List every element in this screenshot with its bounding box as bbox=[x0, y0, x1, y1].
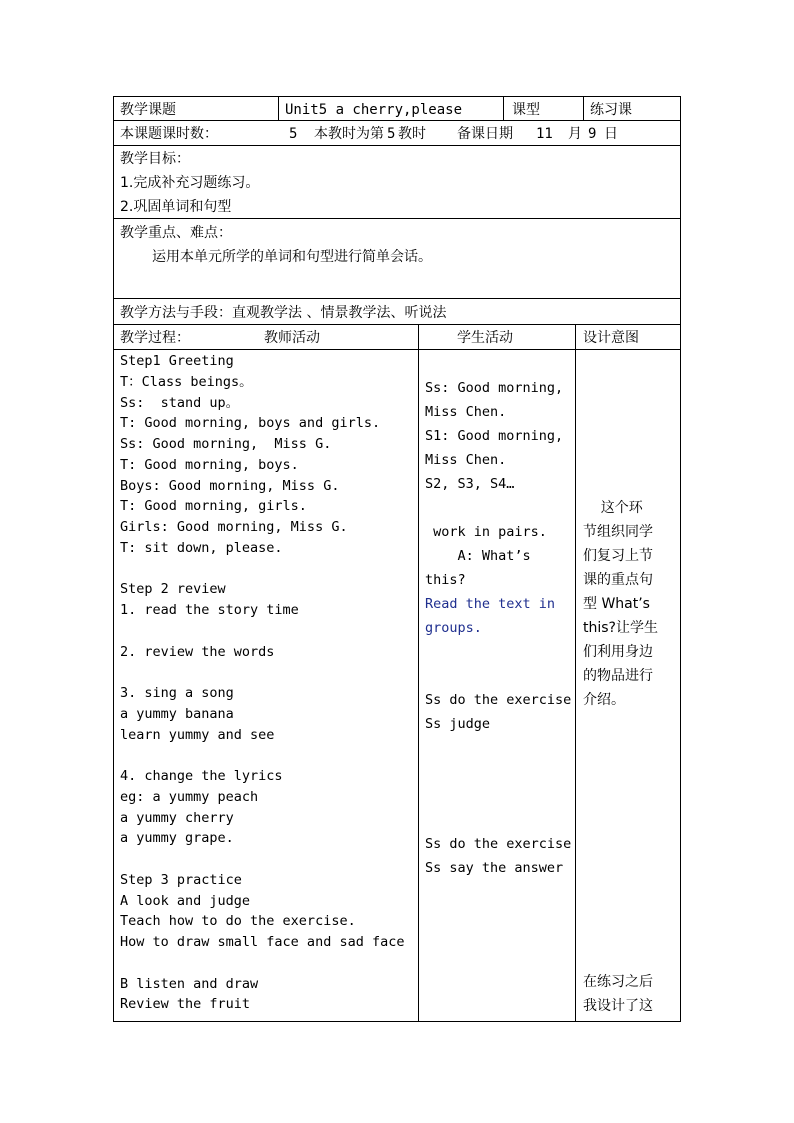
student-line: work in pairs. bbox=[425, 524, 547, 540]
teacher-line: Step1 Greeting bbox=[120, 353, 234, 369]
student-line: S2, S3, S4… bbox=[425, 476, 515, 492]
teacher-line: T：Class beings。 bbox=[120, 373, 253, 390]
student-line: Ss judge bbox=[425, 716, 491, 732]
student-line: this? bbox=[425, 572, 466, 588]
design-line: 们利用身边 bbox=[583, 644, 653, 660]
teacher-line: How to draw small face and sad face bbox=[120, 934, 405, 950]
student-line: Miss Chen. bbox=[425, 404, 507, 420]
design-line: 课的重点句 bbox=[583, 572, 653, 588]
topic-label-cell bbox=[114, 97, 278, 120]
key-points-title: 教学重点、难点： bbox=[120, 225, 232, 241]
design-line: this?让学生 bbox=[583, 620, 658, 636]
teacher-line: B listen and draw bbox=[120, 975, 259, 992]
current-period-label: 本教时为第 bbox=[314, 126, 384, 142]
student-read-block bbox=[425, 592, 555, 640]
teacher-line: a yummy cherry bbox=[120, 809, 234, 826]
teacher-activity-cell bbox=[114, 350, 418, 1021]
prep-day-label: 日 bbox=[604, 126, 618, 142]
teacher-line: a yummy grape. bbox=[120, 830, 234, 847]
teacher-line bbox=[120, 953, 404, 974]
teacher-line: Boys: Good morning, Miss G. bbox=[120, 477, 340, 494]
process-body-row bbox=[114, 350, 680, 1021]
student-greeting-block bbox=[425, 376, 563, 496]
design-line: 我设计了这 bbox=[583, 998, 653, 1014]
objective-item: 1.完成补充习题练习。 bbox=[120, 175, 260, 191]
student-line: A: What’s bbox=[425, 548, 531, 564]
hours-count: 5 bbox=[289, 126, 298, 142]
type-value: 练习课 bbox=[590, 102, 632, 118]
teacher-line bbox=[120, 745, 404, 766]
type-value-cell bbox=[583, 97, 680, 120]
student-line: Read the text in bbox=[425, 596, 556, 612]
prep-month: 11 bbox=[536, 126, 553, 142]
current-period-unit: 教时 bbox=[398, 126, 426, 142]
student-exercise-block-2 bbox=[425, 832, 571, 880]
teacher-line: A look and judge bbox=[120, 892, 251, 909]
teacher-line: Ss: stand up。 bbox=[120, 394, 240, 411]
teacher-line: Step 2 review bbox=[120, 581, 226, 598]
teacher-line: eg: a yummy peach bbox=[120, 788, 259, 805]
current-period-number: 5 bbox=[387, 126, 396, 142]
teacher-line: 1. read the story time bbox=[120, 602, 299, 618]
process-header-row bbox=[114, 325, 680, 350]
student-activity-header: 学生活动 bbox=[457, 330, 513, 346]
teacher-activity-header: 教师活动 bbox=[264, 330, 320, 346]
design-intent-block-2 bbox=[583, 970, 653, 1018]
teacher-line: a yummy banana bbox=[120, 705, 234, 722]
objectives-row bbox=[114, 146, 680, 219]
type-label-cell bbox=[503, 97, 583, 120]
prep-month-label: 月 bbox=[568, 126, 582, 142]
teacher-line bbox=[120, 621, 404, 642]
teacher-line: T: Good morning, boys and girls. bbox=[120, 415, 381, 432]
student-pairs-block bbox=[425, 520, 547, 592]
design-line: 节组织同学 bbox=[583, 524, 653, 540]
methods-text: 教学方法与手段：直观教学法 、情景教学法、听说法 bbox=[120, 305, 447, 321]
design-intent-cell bbox=[575, 350, 680, 1021]
prep-day: 9 bbox=[588, 126, 597, 142]
teacher-line: Ss: Good morning, Miss G. bbox=[120, 436, 332, 452]
hours-label: 本课题课时数： bbox=[120, 126, 218, 142]
design-line: 介绍。 bbox=[583, 692, 625, 708]
design-line: 的物品进行 bbox=[583, 668, 653, 684]
teacher-line: T: sit down, please. bbox=[120, 539, 283, 556]
key-points-row bbox=[114, 219, 680, 299]
topic-value-cell bbox=[278, 97, 503, 120]
student-line: groups. bbox=[425, 620, 482, 636]
design-line: 在练习之后 bbox=[583, 974, 653, 990]
topic-row bbox=[114, 97, 680, 121]
student-header-cell bbox=[418, 325, 575, 349]
student-line: Miss Chen. bbox=[425, 452, 507, 468]
teacher-line bbox=[120, 559, 404, 580]
teacher-activity-lines bbox=[120, 351, 404, 1015]
lesson-plan-table bbox=[113, 96, 681, 1022]
topic-label: 教学课题 bbox=[120, 102, 176, 118]
student-line: Ss say the answer bbox=[425, 860, 564, 876]
design-line: 型 What’s bbox=[583, 596, 650, 612]
teacher-line bbox=[120, 662, 404, 683]
teacher-line: Step 3 practice bbox=[120, 871, 242, 888]
process-label: 教学过程： bbox=[120, 330, 190, 346]
design-intent-header: 设计意图 bbox=[583, 330, 639, 346]
teacher-line: Teach how to do the exercise. bbox=[120, 913, 356, 930]
objective-item: 2.巩固单词和句型 bbox=[120, 199, 232, 215]
teacher-line: T: Good morning, boys. bbox=[120, 456, 299, 473]
student-line: Ss do the exercise bbox=[425, 836, 572, 852]
teacher-header-cell bbox=[114, 325, 418, 349]
hours-row bbox=[114, 121, 680, 146]
design-line: 们复习上节 bbox=[583, 548, 653, 564]
prep-date-label: 备课日期 bbox=[457, 126, 513, 142]
teacher-line: T: Good morning, girls. bbox=[120, 498, 307, 515]
topic-value: Unit5 a cherry,please bbox=[285, 102, 463, 118]
design-header-cell bbox=[575, 325, 680, 349]
methods-row bbox=[114, 299, 680, 325]
teacher-line: Girls: Good morning, Miss G. bbox=[120, 519, 348, 535]
teacher-line: 4. change the lyrics bbox=[120, 768, 283, 784]
teacher-line: 2. review the words bbox=[120, 643, 275, 660]
student-line: S1: Good morning, bbox=[425, 428, 564, 444]
design-line: 这个环 bbox=[583, 500, 643, 516]
student-line: Ss do the exercise bbox=[425, 692, 572, 708]
objectives-title: 教学目标： bbox=[120, 151, 190, 167]
teacher-line: Review the fruit bbox=[120, 996, 251, 1013]
key-points-text: 运用本单元所学的单词和句型进行简单会话。 bbox=[152, 249, 432, 265]
type-label: 课型 bbox=[512, 102, 540, 118]
student-activity-cell bbox=[418, 350, 575, 1021]
teacher-line bbox=[120, 849, 404, 870]
design-intent-block-1 bbox=[583, 496, 658, 712]
teacher-line: learn yummy and see bbox=[120, 726, 275, 743]
student-exercise-block-1 bbox=[425, 688, 571, 736]
teacher-line: 3. sing a song bbox=[120, 685, 234, 701]
student-line: Ss: Good morning, bbox=[425, 380, 564, 396]
